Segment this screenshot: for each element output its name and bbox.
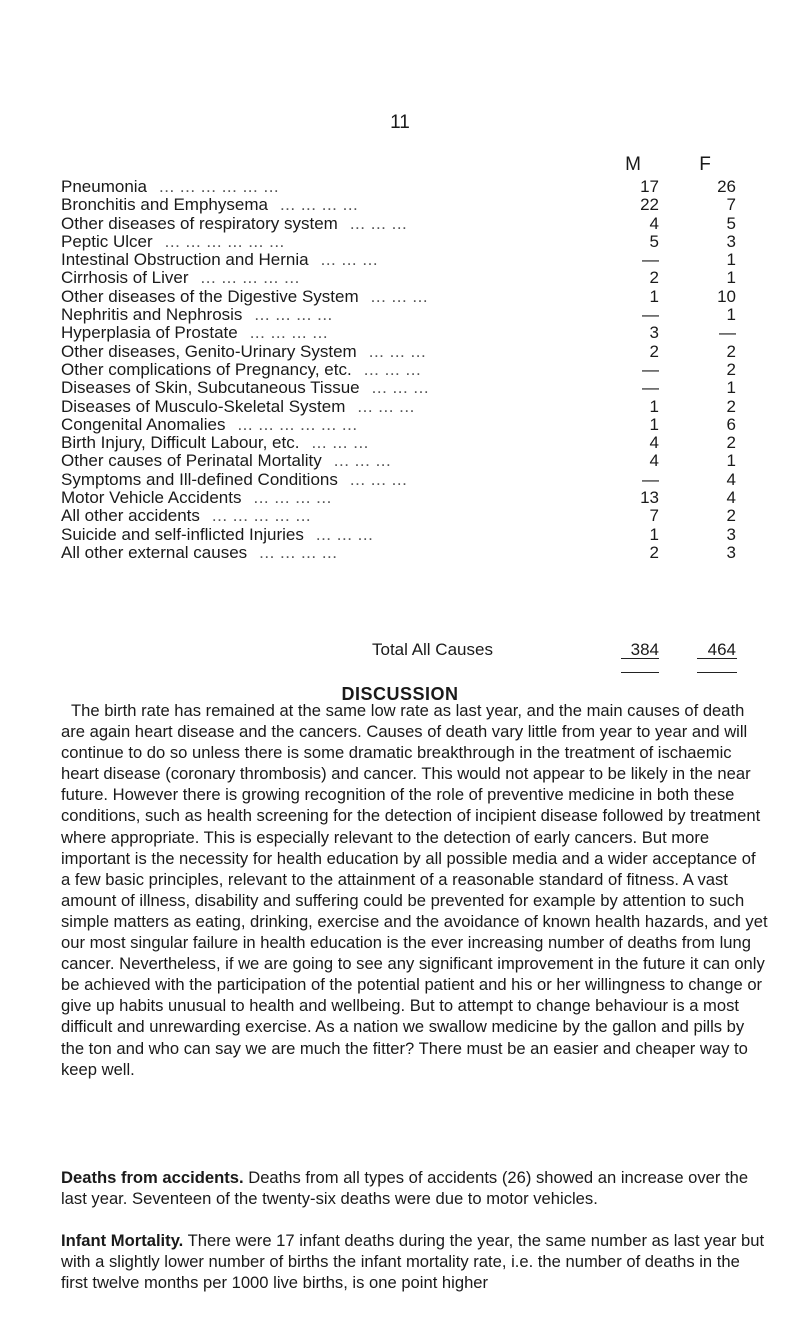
row-male-count: 1 [649, 414, 659, 434]
infant-mortality-text: There were 17 infant deaths during the year, the same number as last year but with a slightly lower number of births the infant mortality rate, i.e. the number of deaths in the first twelve months per 1000 live births, is one point higher [61, 1231, 765, 1293]
table-row [61, 196, 761, 214]
row-leader-dots: ... ... ... ... ... [211, 506, 312, 526]
row-male-count: 3 [649, 323, 659, 343]
row-leader-dots: ... ... ... [333, 451, 392, 471]
row-female-count: 3 [726, 231, 736, 251]
row-leader-dots: ... ... ... [311, 433, 369, 453]
row-male-count: 5 [649, 231, 659, 251]
row-label: All other accidents [61, 506, 200, 526]
row-female-count: 2 [726, 433, 736, 453]
column-header-female: F [699, 154, 711, 175]
total-rule-female [697, 672, 737, 673]
row-leader-dots: ... ... ... ... [279, 195, 359, 215]
infant-mortality-title: Infant Mortality. [61, 1231, 184, 1250]
row-male-count: 4 [649, 451, 659, 471]
total-label: Total All Causes [372, 640, 493, 659]
total-female: 464 [707, 640, 736, 659]
row-male-count: 17 [640, 177, 659, 196]
row-leader-dots: ... ... ... ... [253, 488, 332, 508]
row-leader-dots: ... ... ... [349, 469, 408, 489]
row-leader-dots: ... ... ... ... ... [200, 268, 300, 288]
row-leader-dots: ... ... ... [371, 378, 430, 398]
row-male-count: 2 [649, 542, 659, 562]
row-label: Nephritis and Nephrosis [61, 305, 243, 325]
row-female-count: 10 [717, 286, 736, 306]
row-label: Suicide and self-inflicted Injuries [61, 524, 304, 544]
table-row [61, 434, 761, 452]
table-row [61, 379, 761, 397]
row-male-count: 4 [649, 213, 659, 233]
row-female-count: 6 [726, 414, 736, 434]
row-label: Other diseases, Genito-Urinary System [61, 341, 357, 361]
row-label: Other complications of Pregnancy, etc. [61, 359, 352, 379]
row-female-count: 2 [726, 341, 736, 361]
row-label: Symptoms and Ill-defined Conditions [61, 469, 338, 489]
table-row [61, 544, 761, 562]
row-female-count: 3 [726, 542, 736, 562]
row-female-count: 7 [726, 195, 736, 215]
table-row [61, 233, 761, 251]
row-label: Pneumonia [61, 177, 148, 196]
row-leader-dots: ... ... ... [363, 359, 422, 379]
table-row [61, 507, 761, 525]
row-leader-dots: ... ... ... ... [249, 323, 329, 343]
causes-of-death-table [61, 178, 761, 562]
table-row [61, 361, 761, 379]
row-female-count: 5 [726, 213, 736, 233]
row-label: Peptic Ulcer [61, 231, 153, 251]
row-leader-dots: ... ... ... [368, 341, 427, 361]
table-row [61, 452, 761, 470]
row-female-count: 2 [726, 396, 736, 416]
row-female-count: — [719, 323, 736, 343]
row-male-count: 22 [640, 195, 659, 215]
accidents-paragraph [61, 1167, 769, 1209]
table-row [61, 251, 761, 269]
row-male-count: 13 [640, 488, 659, 508]
table-row [61, 343, 761, 361]
row-male-count: — [642, 378, 659, 398]
accidents-title: Deaths from accidents. [61, 1168, 244, 1187]
total-rule-male [621, 672, 659, 673]
row-female-count: 2 [726, 506, 736, 526]
row-male-count: 2 [649, 268, 659, 288]
row-label: Diseases of Musculo-Skeletal System [61, 396, 346, 416]
row-label: Diseases of Skin, Subcutaneous Tissue [61, 378, 360, 398]
row-male-count: 2 [649, 341, 659, 361]
row-label: Other diseases of the Digestive System [61, 286, 359, 306]
row-label: Congenital Anomalies [61, 414, 226, 434]
accidents-text: Deaths from all types of accidents (26) showed an increase over the last year. Seventeen of the twenty-six deaths were due to motor vehicles. [61, 1168, 749, 1209]
row-label: Birth Injury, Difficult Labour, etc. [61, 433, 300, 453]
row-leader-dots: ... ... ... ... ... ... [159, 177, 280, 196]
total-row [61, 640, 761, 660]
row-leader-dots: ... ... ... [320, 250, 379, 270]
row-label: Other diseases of respiratory system [61, 213, 338, 233]
infant-mortality-paragraph [61, 1230, 769, 1293]
total-male: 384 [630, 640, 659, 659]
discussion-paragraph: The birth rate has remained at the same low rate as last year, and the main causes of death are again heart disease and the cancers. Causes of death vary little from year to year and will continue to do so unless there is some dramatic breakthrough in the treatment of ischaemic heart disease (coronary thrombosis) and cancer. This would not appear to be likely in the near future. However there is growing recognition of the role of preventive medicine in both these conditions, such as health screening for the detection of incipient disease followed by treatment where appropriate. This is especially relevant to the detection of early cancers. But more important is the necessity for health education by all possible media and a wider acceptance of a few basic principles, relevant to the attainment of a reasonable standard of fitness. A vast amount of illness, disability and suffering could be prevented for example by attention to such simple matters as eating, drinking, exercise and the avoidance of known health hazards, and yet our most singular failure in health education is the ever increasing number of deaths from lung cancer. Nevertheless, if we are going to see any significant improvement in the future it can only be achieved with the participation of the potential patient and his or her willingness to change or give up habits unusual to health and wellbeing. But to attempt to change behaviour is a most difficult and unrewarding exercise. As a nation we swallow medicine by the gallon and pills by the ton and who can say we are much the fitter? There must be an easier and cheaper way to keep well. [61, 701, 768, 1079]
table-row [61, 269, 761, 287]
row-female-count: 26 [717, 177, 736, 196]
table-row [61, 306, 761, 324]
row-female-count: 3 [726, 524, 736, 544]
row-female-count: 1 [726, 305, 736, 325]
row-male-count: 1 [649, 286, 659, 306]
row-leader-dots: ... ... ... [349, 213, 408, 233]
row-label: Other causes of Perinatal Mortality [61, 451, 322, 471]
row-leader-dots: ... ... ... ... [254, 305, 333, 325]
table-row [61, 398, 761, 416]
row-female-count: 1 [726, 250, 736, 270]
row-male-count: 1 [649, 524, 659, 544]
row-male-count: — [642, 469, 659, 489]
row-leader-dots: ... ... ... [315, 524, 374, 544]
row-female-count: 2 [726, 359, 736, 379]
row-label: Cirrhosis of Liver [61, 268, 189, 288]
row-female-count: 1 [726, 378, 736, 398]
table-row [61, 489, 761, 507]
row-label: Bronchitis and Emphysema [61, 195, 268, 215]
table-row [61, 324, 761, 342]
row-male-count: — [642, 359, 659, 379]
row-leader-dots: ... ... ... [357, 396, 415, 416]
row-label: All other external causes [61, 542, 248, 562]
table-row [61, 288, 761, 306]
row-male-count: 1 [649, 396, 659, 416]
table-row [61, 471, 761, 489]
discussion-heading: DISCUSSION [341, 684, 459, 704]
table-row [61, 526, 761, 544]
row-male-count: — [642, 305, 659, 325]
row-label: Intestinal Obstruction and Hernia [61, 250, 309, 270]
row-label: Hyperplasia of Prostate [61, 323, 238, 343]
row-leader-dots: ... ... ... [370, 286, 429, 306]
column-header-male: M [625, 154, 641, 175]
row-male-count: 4 [649, 433, 659, 453]
row-leader-dots: ... ... ... ... ... ... [237, 414, 358, 434]
row-female-count: 1 [726, 268, 736, 288]
row-female-count: 1 [726, 451, 736, 471]
row-female-count: 4 [726, 469, 736, 489]
table-row [61, 178, 761, 196]
row-female-count: 4 [726, 488, 736, 508]
row-male-count: — [642, 250, 659, 270]
row-label: Motor Vehicle Accidents [61, 488, 242, 508]
page-number: 11 [390, 112, 410, 133]
row-leader-dots: ... ... ... ... ... ... [164, 231, 285, 251]
row-male-count: 7 [649, 506, 659, 526]
table-row [61, 416, 761, 434]
table-row [61, 215, 761, 233]
row-leader-dots: ... ... ... ... [259, 542, 338, 562]
